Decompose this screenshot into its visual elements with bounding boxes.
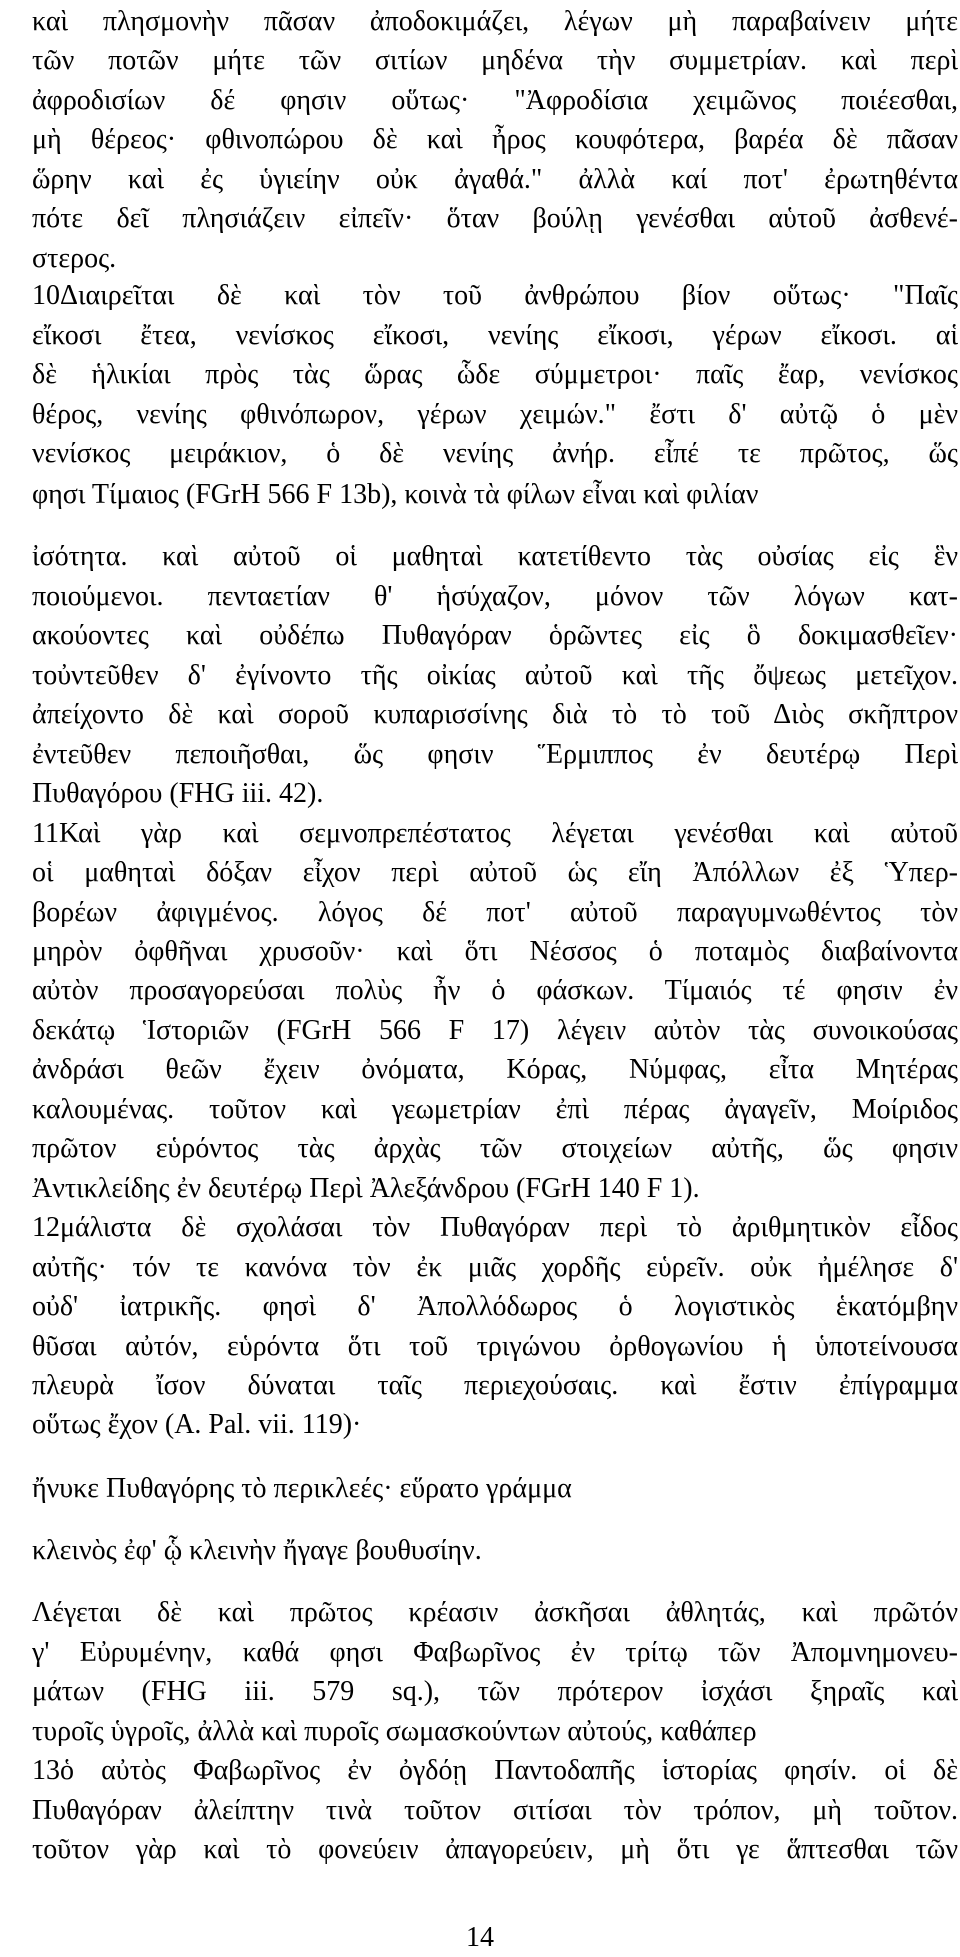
text-line: καλουμένας. τοῦτον καὶ γεωμετρίαν ἐπὶ πέρας ἀγαγεῖν, Μοίριδος xyxy=(32,1094,958,1125)
text-line: αὐτὸν προσαγορεύσαι πολὺς ἦν ὁ φάσκων. Τίμαιός τέ φησιν ἐν xyxy=(32,975,958,1006)
text-line: θέρος, νενίης φθινόπωρον, γέρων χειμών." ἔστι δ' αὐτῷ ὁ μὲν xyxy=(32,399,958,430)
text-line: στερος. xyxy=(32,243,117,274)
text-line: 10Διαιρεῖται δὲ καὶ τὸν τοῦ ἀνθρώπου βίον οὕτως· "Παῖς xyxy=(32,280,958,311)
text-line: ἀπείχοντο δὲ καὶ σοροῦ κυπαρισσίνης διὰ τὸ τὸ τοῦ Διὸς σκῆπτρον xyxy=(32,699,958,730)
text-line: Ἀντικλείδης ἐν δευτέρῳ Περὶ Ἀλεξάνδρου (FGrH 140 F 1). xyxy=(32,1173,700,1204)
text-line: ἀνδράσι θεῶν ἔχειν ὀνόματα, Κόρας, Νύμφας, εἶτα Μητέρας xyxy=(32,1054,958,1085)
text-line: μάτων (FHG iii. 579 sq.), τῶν πρότερον ἰσχάσι ξηραῖς καὶ xyxy=(32,1676,958,1707)
text-line: δὲ ἡλικίαι πρὸς τὰς ὥρας ὧδε σύμμετροι· παῖς ἔαρ, νενίσκος xyxy=(32,359,958,390)
text-line: Λέγεται δὲ καὶ πρῶτος κρέασιν ἀσκῆσαι ἀθλητάς, καὶ πρῶτόν xyxy=(32,1597,958,1628)
text-line: μὴ θέρεος· φθινοπώρου δὲ καὶ ἦρος κουφότερα, βαρέα δὲ πᾶσαν xyxy=(32,124,958,155)
text-line: ακούοντες καὶ οὐδέπω Πυθαγόραν ὁρῶντες εἰς ὃ δοκιμασθεῖεν· xyxy=(32,620,958,651)
text-line: πότε δεῖ πλησιάζειν εἰπεῖν· ὅταν βούλῃ γενέσθαι αὑτοῦ ἀσθενέ- xyxy=(32,203,958,234)
text-line: πρῶτον εὑρόντος τὰς ἀρχὰς τῶν στοιχείων αὐτῆς, ὥς φησιν xyxy=(32,1133,958,1164)
text-line: τυροῖς ὑγροῖς, ἀλλὰ καὶ πυροῖς σωμασκούντων αὐτούς, καθάπερ xyxy=(32,1716,757,1747)
text-line: γ' Εὐρυμένην, καθά φησι Φαβωρῖνος ἐν τρίτῳ τῶν Ἀπομνημονευ- xyxy=(32,1637,958,1668)
text-line: θῦσαι αὐτόν, εὑρόντα ὅτι τοῦ τριγώνου ὀρθογωνίου ἡ ὑποτείνουσα xyxy=(32,1331,958,1362)
text-line: τοῦτον γὰρ καὶ τὸ φονεύειν ἀπαγορεύειν, μὴ ὅτι γε ἅπτεσθαι τῶν xyxy=(32,1834,958,1865)
text-line: εἴκοσι ἔτεα, νενίσκος εἴκοσι, νενίης εἴκοσι, γέρων εἴκοσι. αἱ xyxy=(32,320,958,351)
text-line: ἐντεῦθεν πεποιῆσθαι, ὥς φησιν Ἕρμιππος ἐν δευτέρῳ Περὶ xyxy=(32,739,958,770)
text-line: φησι Τίμαιος (FGrH 566 F 13b), κοινὰ τὰ φίλων εἶναι καὶ φιλίαν xyxy=(32,479,759,510)
text-line: νενίσκος μειράκιον, ὁ δὲ νενίης ἀνήρ. εἶπέ τε πρῶτος, ὥς xyxy=(32,438,958,469)
text-line: 12μάλιστα δὲ σχολάσαι τὸν Πυθαγόραν περὶ τὸ ἀριθμητικὸν εἶδος xyxy=(32,1212,958,1243)
page-number: 14 xyxy=(466,1922,494,1953)
text-line: οὐδ' ἰατρικῆς. φησὶ δ' Ἀπολλόδωρος ὁ λογιστικὸς ἑκατόμβην xyxy=(32,1291,958,1322)
text-line: μηρὸν ὀφθῆναι χρυσοῦν· καὶ ὅτι Νέσσος ὁ ποταμὸς διαβαίνοντα xyxy=(32,936,958,967)
text-line: βορέων ἀφιγμένος. λόγος δέ ποτ' αὐτοῦ παραγυμνωθέντος τὸν xyxy=(32,897,958,928)
text-line: ποιούμενοι. πενταετίαν θ' ἡσύχαζον, μόνον τῶν λόγων κατ- xyxy=(32,581,958,612)
text-line: ἰσότητα. καὶ αὐτοῦ οἱ μαθηταὶ κατετίθεντο τὰς οὐσίας εἰς ἓν xyxy=(32,541,958,572)
text-line: οὕτως ἔχον (A. Pal. vii. 119)· xyxy=(32,1409,362,1440)
text-line: αὐτῆς· τόν τε κανόνα τὸν ἐκ μιᾶς χορδῆς εὑρεῖν. οὐκ ἠμέλησε δ' xyxy=(32,1252,958,1283)
text-line: τῶν ποτῶν μήτε τῶν σιτίων μηδένα τὴν συμμετρίαν. καὶ περὶ xyxy=(32,45,958,76)
text-line: οἱ μαθηταὶ δόξαν εἶχον περὶ αὐτοῦ ὡς εἴη Ἀπόλλων ἐξ Ὑπερ- xyxy=(32,857,958,888)
text-line: Πυθαγόραν ἀλείπτην τινὰ τοῦτον σιτίσαι τὸν τρόπον, μὴ τοῦτον. xyxy=(32,1795,958,1826)
text-line: 13ὁ αὐτὸς Φαβωρῖνος ἐν ὀγδόῃ Παντοδαπῆς ἱστορίας φησίν. οἱ δὲ xyxy=(32,1755,958,1786)
text-line: ἀφροδισίων δέ φησιν οὕτως· "Ἀφροδίσια χειμῶνος ποιέεσθαι, xyxy=(32,85,958,116)
text-line: πλευρὰ ἴσον δύναται ταῖς περιεχούσαις. καὶ ἔστιν ἐπίγραμμα xyxy=(32,1370,958,1401)
text-line: δεκάτῳ Ἱστοριῶν (FGrH 566 F 17) λέγειν αὐτὸν τὰς συνοικούσας xyxy=(32,1015,958,1046)
text-line: καὶ πλησμονὴν πᾶσαν ἀποδοκιμάζει, λέγων μὴ παραβαίνειν μήτε xyxy=(32,6,958,37)
text-line: κλεινὸς ἐφ' ᾧ κλεινὴν ἤγαγε βουθυσίην. xyxy=(32,1535,482,1566)
text-line: Πυθαγόρου (FHG iii. 42). xyxy=(32,778,324,809)
text-line: 11Καὶ γὰρ καὶ σεμνοπρεπέστατος λέγεται γενέσθαι καὶ αὐτοῦ xyxy=(32,818,958,849)
text-line: ἤνυκε Πυθαγόρης τὸ περικλεές· εὕρατο γράμμα xyxy=(32,1473,572,1504)
text-line: τοὐντεῦθεν δ' ἐγίνοντο τῆς οἰκίας αὐτοῦ καὶ τῆς ὄψεως μετεῖχον. xyxy=(32,660,958,691)
text-line: ὥρην καὶ ἐς ὑγιείην οὐκ ἀγαθά." ἀλλὰ καί ποτ' ἐρωτηθέντα xyxy=(32,164,958,195)
